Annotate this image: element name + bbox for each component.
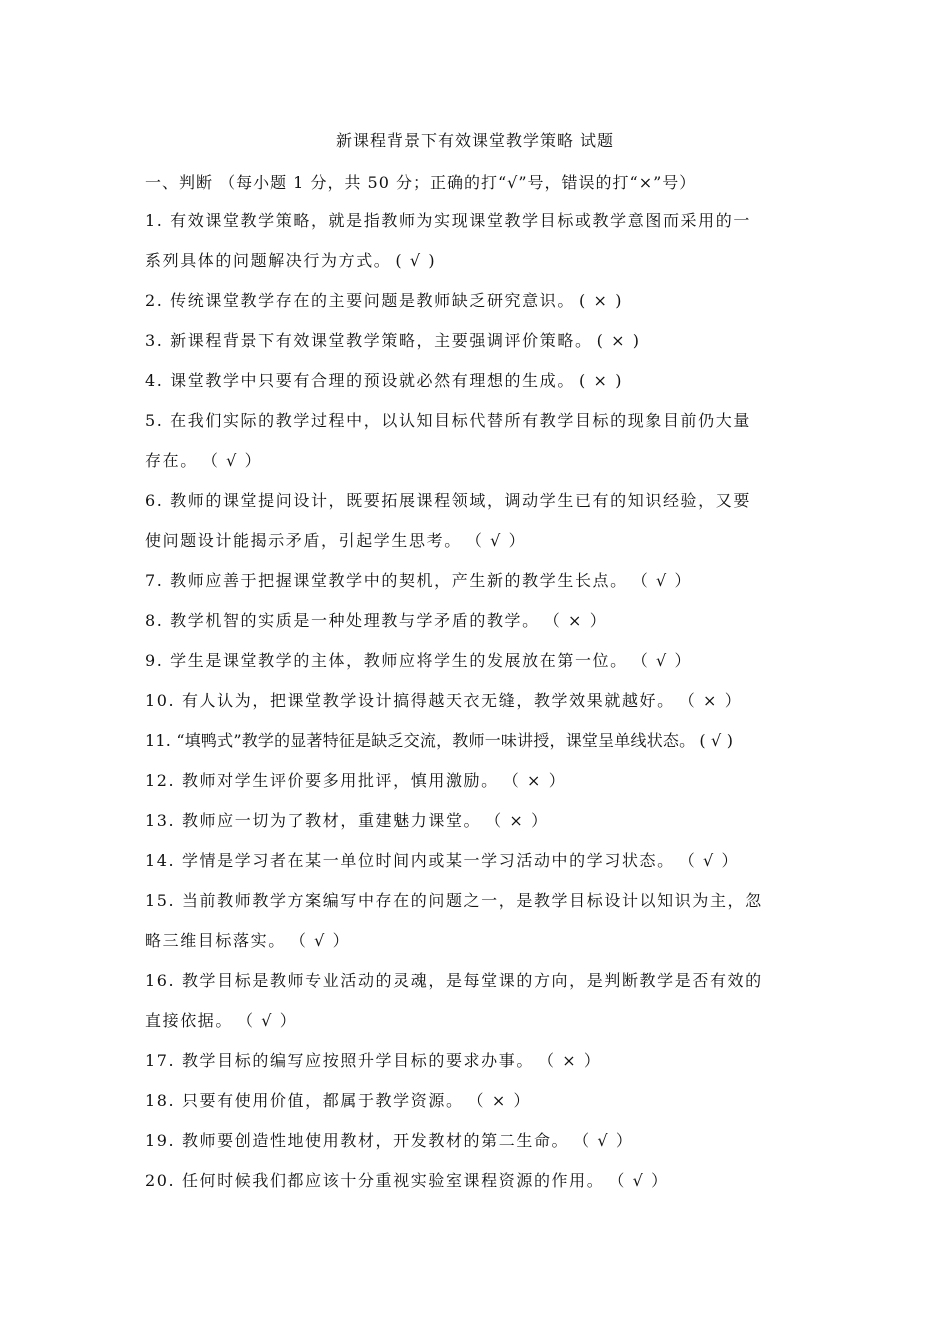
question-text: 任何时候我们都应该十分重视实验室课程资源的作用。: [181, 1171, 605, 1190]
question-line: [145, 328, 813, 368]
question-text: 只要有使用价值，都属于教学资源。: [181, 1091, 464, 1110]
question-line: [145, 1168, 813, 1208]
question-text: 教学目标的编写应按照升学目标的要求办事。: [181, 1051, 534, 1070]
question-number: 5.: [145, 411, 171, 430]
question-line: [145, 1088, 813, 1128]
question-line: [145, 608, 813, 648]
question-number: 7.: [145, 571, 171, 590]
answer-mark: （ √ ）: [631, 571, 693, 590]
question-line: [145, 528, 813, 568]
question-text: 教师应一切为了教材，重建魅力课堂。: [181, 811, 482, 830]
question-number: 16.: [145, 971, 182, 990]
question-text: “填鸭式”教学的显著特征是缺乏交流，教师一味讲授，课堂呈单线状态。: [176, 731, 696, 750]
question-line: [145, 688, 813, 728]
question-line: [145, 848, 813, 888]
question-number: 10.: [145, 691, 182, 710]
question-text: 教师应善于把握课堂教学中的契机，产生新的教学生长点。: [170, 571, 628, 590]
question-number: 4.: [145, 371, 171, 390]
question-text: 课堂教学中只要有合理的预设就必然有理想的生成。: [170, 371, 575, 390]
question-list: [145, 208, 813, 1208]
answer-mark: （ √ ）: [631, 651, 693, 670]
answer-mark: （ √ ）: [608, 1171, 669, 1190]
answer-mark: （ √ ）: [201, 451, 263, 470]
answer-mark: （ × ）: [678, 691, 743, 710]
question-line: [145, 928, 813, 968]
question-text: 学情是学习者在某一单位时间内或某一学习活动中的学习状态。: [181, 851, 675, 870]
question-line: [145, 648, 813, 688]
question-text: 存在。: [145, 451, 198, 470]
question-line: [145, 768, 813, 808]
question-text: 学生是课堂教学的主体，教师应将学生的发展放在第一位。: [170, 651, 628, 670]
question-line: [145, 888, 813, 928]
question-number: 15.: [145, 891, 182, 910]
question-line: [145, 208, 813, 248]
question-text: 教学机智的实质是一种处理教与学矛盾的教学。: [170, 611, 540, 630]
question-number: 18.: [145, 1091, 182, 1110]
question-text: 略三维目标落实。: [145, 931, 286, 950]
question-line: [145, 808, 813, 848]
question-line: [145, 1048, 813, 1088]
answer-mark: （ × ）: [467, 1091, 532, 1110]
question-number: 12.: [145, 771, 182, 790]
question-text: 有效课堂教学策略，就是指教师为实现课堂教学目标或教学意图而采用的一: [170, 211, 751, 230]
question-text: 使问题设计能揭示矛盾，引起学生思考。: [145, 531, 462, 550]
question-text: 在我们实际的教学过程中，以认知目标代替所有教学目标的现象目前仍大量: [170, 411, 751, 430]
question-text: 教师要创造性地使用教材，开发教材的第二生命。: [181, 1131, 570, 1150]
question-line: [145, 1008, 813, 1048]
question-line: [145, 488, 813, 528]
section-heading: 一、判断 （每小题 1 分，共 50 分；正确的打“√”号，错误的打“×”号）: [145, 173, 697, 192]
question-text: 直接依据。: [145, 1011, 234, 1030]
answer-mark: （ × ）: [502, 771, 567, 790]
answer-mark: ( × ): [596, 331, 641, 350]
question-number: 9.: [145, 651, 171, 670]
question-line: [145, 368, 813, 408]
question-number: 1.: [145, 211, 171, 230]
question-number: 17.: [145, 1051, 182, 1070]
answer-mark: ( × ): [578, 371, 624, 390]
question-number: 19.: [145, 1131, 182, 1150]
question-line: [145, 408, 813, 448]
answer-mark: （ √ ）: [237, 1011, 298, 1030]
question-line: [145, 968, 813, 1008]
answer-mark: （ √ ）: [678, 851, 740, 870]
answer-mark: （ √ ）: [465, 531, 527, 550]
answer-mark: （ √ ）: [289, 931, 351, 950]
answer-mark: ( × ): [578, 291, 624, 310]
question-text: 教师对学生评价要多用批评，慎用激励。: [181, 771, 499, 790]
question-number: 8.: [145, 611, 171, 630]
question-number: 20.: [145, 1171, 182, 1190]
answer-mark: ( √ ): [699, 731, 734, 750]
question-text: 有人认为，把课堂教学设计搞得越天衣无缝，教学效果就越好。: [181, 691, 675, 710]
question-line: [145, 448, 813, 488]
document-title: 新课程背景下有效课堂教学策略 试题: [335, 131, 615, 150]
question-number: 14.: [145, 851, 182, 870]
question-text: 教学目标是教师专业活动的灵魂，是每堂课的方向，是判断教学是否有效的: [181, 971, 763, 990]
question-line: [145, 568, 813, 608]
question-text: 当前教师教学方案编写中存在的问题之一，是教学目标设计以知识为主，忽: [181, 891, 763, 910]
question-number: 11.: [145, 731, 177, 750]
question-text: 新课程背景下有效课堂教学策略，主要强调评价策略。: [170, 331, 593, 350]
question-number: 6.: [145, 491, 171, 510]
question-line: [145, 248, 813, 288]
question-text: 传统课堂教学存在的主要问题是教师缺乏研究意识。: [170, 291, 575, 310]
answer-mark: （ × ）: [537, 1051, 602, 1070]
question-number: 3.: [145, 331, 171, 350]
question-text: 系列具体的问题解决行为方式。: [145, 251, 392, 270]
answer-mark: （ × ）: [543, 611, 608, 630]
answer-mark: （ × ）: [485, 811, 549, 830]
answer-mark: （ √ ）: [573, 1131, 634, 1150]
answer-mark: ( √ ): [395, 251, 437, 270]
question-line: [145, 288, 813, 328]
question-line: [145, 1128, 813, 1168]
question-text: 教师的课堂提问设计，既要拓展课程领域，调动学生已有的知识经验，又要: [170, 491, 751, 510]
question-number: 13.: [145, 811, 182, 830]
question-line: [145, 728, 813, 768]
question-number: 2.: [145, 291, 171, 310]
